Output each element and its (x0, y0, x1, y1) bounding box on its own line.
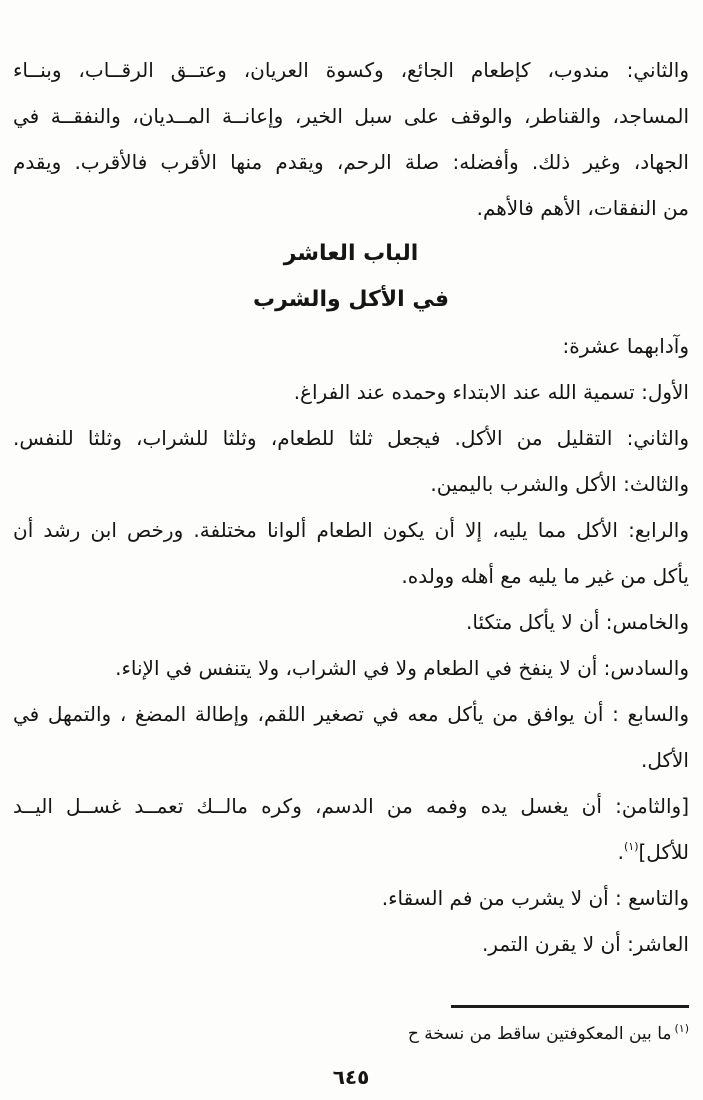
footnote-text: ما بين المعكوفتين ساقط من نسخة ح (407, 1024, 672, 1044)
text-line: والسادس: أن لا ينفخ في الطعام ولا في الشراب، ولا يتنفس في الإناء. (115, 656, 689, 680)
text-line: والسابع : أن يوافق من يأكل معه في تصغير اللقم، وإطالة المضغ ، والتمهل في (13, 702, 689, 726)
text-line: والثاني: مندوب، كإطعام الجائع، وكسوة العريان، وعتــق الرقــاب، وبنــاء (13, 58, 689, 82)
footnote-marker: (١) (674, 1022, 689, 1035)
footnote (13, 1015, 689, 1048)
text-line: والخامس: أن لا يأكل متكئا. (466, 610, 689, 634)
text-line: للأكل]$^{(١)}$. (617, 840, 689, 864)
text-line: من النفقات، الأهم فالأهم. (476, 196, 689, 220)
chapter-title: الباب العاشر (283, 241, 419, 266)
text-line: العاشر: أن لا يقرن التمر. (481, 932, 689, 956)
text-line: يأكل من غير ما يليه مع أهله وولده. (401, 564, 689, 588)
text-line: والتاسع : أن لا يشرب من فم السقاء. (381, 886, 689, 910)
text-line: والثالث: الأكل والشرب باليمين. (430, 472, 689, 496)
text-line: الجهاد، وغير ذلك. وأفضله: صلة الرحم، ويقدم منها الأقرب فالأقرب. ويقدم (13, 150, 689, 174)
footnote-divider (451, 1005, 689, 1008)
footnote-ref: (١) (623, 840, 639, 853)
text-line: [والثامن: أن يغسل يده وفمه من الدسم، وكره مالــك تعمــد غســل اليــد (13, 794, 689, 818)
etiquette-list (13, 323, 689, 967)
text-line: والرابع: الأكل مما يليه، إلا أن يكون الطعام ألوانا مختلفة. ورخص ابن رشد أن (13, 518, 689, 542)
text-line: المساجد، والقناطر، والوقف على سبل الخير، وإعانــة المــديان، والنفقــة في (13, 104, 689, 128)
text-line: الأكل. (641, 748, 689, 772)
text-line: وآدابهما عشرة: (562, 334, 689, 358)
text-line: الأول: تسمية الله عند الابتداء وحمده عند الفراغ. (293, 380, 689, 404)
intro-paragraph (13, 47, 689, 231)
text-line: والثاني: التقليل من الأكل. فيجعل ثلثا للطعام، وثلثا للشراب، وثلثا للنفس. (13, 426, 689, 450)
page-number: ٦٤٥ (332, 1065, 370, 1089)
chapter-subtitle: في الأكل والشرب (253, 287, 449, 312)
